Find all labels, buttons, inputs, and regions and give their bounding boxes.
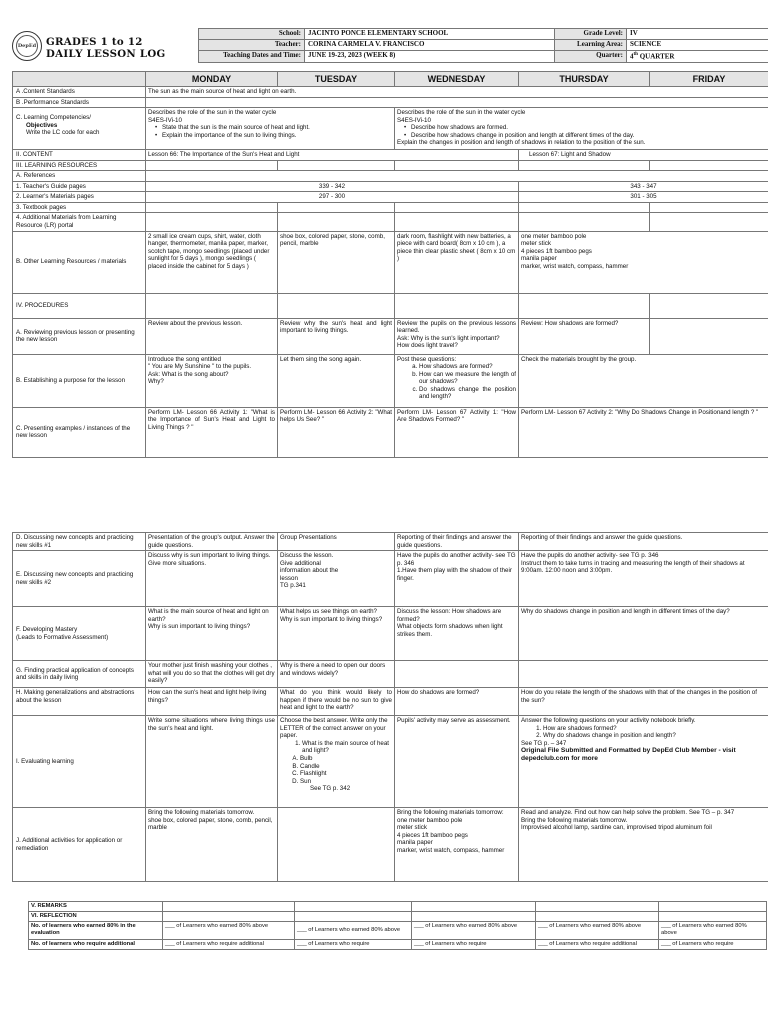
empty-cell xyxy=(650,160,768,171)
procedure-c-label: C. Presenting examples / instances of the new lesson xyxy=(13,407,146,457)
empty-cell xyxy=(146,202,278,213)
grade-value: IV xyxy=(627,29,768,40)
pb-mon-line-4: Why? xyxy=(148,378,164,386)
remarks-reflection-table xyxy=(28,901,767,950)
procedure-f-label-2: (Leads to Formative Assessment) xyxy=(16,633,109,641)
seal-text: DepEd xyxy=(17,42,37,49)
lesson-table-part-2 xyxy=(12,532,768,882)
empty-cell xyxy=(395,293,519,318)
lesson-table-part-1 xyxy=(12,71,768,458)
empty-cell xyxy=(278,160,395,171)
procedure-b-label: B. Establishing a purpose for the lesson xyxy=(13,354,146,407)
empty-cell xyxy=(650,318,768,354)
empty-cell xyxy=(395,661,519,688)
day-wednesday: WEDNESDAY xyxy=(395,72,519,87)
earned-80-fri: ___ of Learners who earned 80% above xyxy=(659,922,767,940)
earned-80-tue: ___ of Learners who earned 80% above xyxy=(295,922,412,940)
empty-cell xyxy=(536,902,659,912)
thu-material-5: marker, wrist watch, compass, hammer xyxy=(521,262,629,270)
day-thursday: THURSDAY xyxy=(519,72,650,87)
pb-mon-line-2: " You are My Sunshine " to the pupils. xyxy=(148,363,252,371)
pi-thu-instruction: Answer the following questions on your activity notebook briefly. xyxy=(521,717,696,725)
empty-cell xyxy=(519,293,650,318)
thu-material-1: one meter bamboo pole xyxy=(521,232,587,240)
procedure-e-thu: Have the pupils do another activity- see TG p. 346 Instruct them to take turns in tracing and measuring the length of their shadows at 9:00am. 12:00 noon and 3:00pm. xyxy=(519,551,768,607)
competency-right-bullet-2: • Describe how shadows change in position and length at different times of the day. xyxy=(411,132,766,140)
procedure-g-label: G. Finding practical application of concepts and skills in daily living xyxy=(13,661,146,688)
references-label: A. References xyxy=(13,171,146,182)
pi-tue-question-1: 1. What is the main source of heat and light? xyxy=(302,740,392,755)
dates-label: Teaching Dates and Time: xyxy=(199,51,305,63)
competencies-label-3: Write the LC code for each xyxy=(26,129,100,137)
content-left: Lesson 66: The Importance of the Sun's Heat and Light xyxy=(146,150,519,161)
procedure-f-label xyxy=(13,607,146,661)
empty-cell xyxy=(146,293,278,318)
performance-standards-text xyxy=(146,97,768,108)
procedure-f-label-1: F. Developing Mastery xyxy=(16,626,78,634)
day-friday: FRIDAY xyxy=(650,72,768,87)
procedure-j-thu: Read and analyze. Find out how can help solve the problem. See TG – p. 347 Bring the following materials tomorrow. Improvised alcohol lamp, sardine can, improvised tripod aluminum foil xyxy=(519,808,768,882)
procedure-c-tue: Perform LM- Lesson 66 Activity 2: "What helps Us See? " xyxy=(278,407,395,457)
procedure-a-tue: Review why the sun's heat and light important to living things. xyxy=(278,318,395,354)
procedure-i-mon: Write some situations where living things use the sun's heat and light. xyxy=(146,716,278,808)
procedure-h-label: H. Making generalizations and abstractions about the lesson xyxy=(13,688,146,716)
empty-cell xyxy=(650,293,768,318)
learners-materials-label: 2. Learner's Materials pages xyxy=(13,192,146,203)
procedure-c-mon: Perform LM- Lesson 66 Activity 1: "What is the Importance of Sun's Heat and Light to Living Things ? " xyxy=(146,407,278,457)
thu-material-2: meter stick xyxy=(521,240,551,248)
require-additional-thu: ___ of Learners who require additional xyxy=(536,940,659,950)
empty-cell xyxy=(659,912,767,922)
competency-left-code: S4ES-IVi-10 xyxy=(148,116,182,124)
info-table xyxy=(198,28,768,63)
procedure-e-mon: Discuss why is sun important to living things. Give more situations. xyxy=(146,551,278,607)
teachers-guide-label: 1. Teacher's Guide pages xyxy=(13,181,146,192)
pi-thu-question-2: 2. Why do shadows change in position and length? xyxy=(543,732,766,740)
empty-cell xyxy=(278,213,395,231)
procedure-h-mon: How can the sun's heat and light help living things? xyxy=(146,688,278,716)
empty-cell xyxy=(519,213,650,231)
pi-tue-choice-b: B. Candle xyxy=(300,763,392,771)
school-label: School: xyxy=(199,29,305,40)
empty-cell xyxy=(146,160,278,171)
pb-wed-intro: Post these questions: xyxy=(397,355,457,363)
require-additional-fri: ___ of Learners who require xyxy=(659,940,767,950)
procedure-j-label: J. Additional activities for application or remediation xyxy=(13,808,146,882)
procedure-h-wed: How do shadows are formed? xyxy=(395,688,519,716)
earned-80-label: No. of learners who earned 80% in the evaluation xyxy=(29,922,163,940)
earned-80-mon: ___ of Learners who earned 80% above xyxy=(163,922,295,940)
other-resources-mon: 2 small ice cream cups, shirt, water, cloth hanger, thermometer, manila paper, marker, scotch tape, mongo seedlings (placed under sunlight for 5 days ), mongo seedlings ( placed inside the cabinet for 5 days ) xyxy=(146,231,278,293)
require-additional-tue: ___ of Learners who require xyxy=(295,940,412,950)
empty-cell xyxy=(650,213,768,231)
empty-cell xyxy=(163,902,295,912)
teacher-value: CORINA CARMELA V. FRANCISCO xyxy=(305,40,555,51)
empty-cell xyxy=(146,171,768,182)
require-additional-label: No. of learners who require additional xyxy=(29,940,163,950)
lm-pages-right: 301 - 305 xyxy=(519,192,768,203)
thu-material-3: 4 pieces 1ft bamboo pegs xyxy=(521,247,592,255)
procedure-e-tue: Discuss the lesson. Give additional information about the lesson TG p.341 xyxy=(278,551,395,607)
day-monday: MONDAY xyxy=(146,72,278,87)
procedure-d-wed: Reporting of their findings and answer the guide questions. xyxy=(395,533,519,551)
empty-cell xyxy=(278,808,395,882)
other-resources-label: B. Other Learning Resources / materials xyxy=(13,231,146,293)
other-resources-thu xyxy=(519,231,768,293)
tg-pages-right: 343 - 347 xyxy=(519,181,768,192)
procedure-a-thu: Review: How shadows are formed? xyxy=(519,318,650,354)
deped-seal-icon xyxy=(12,31,42,61)
procedure-a-mon: Review about the previous lesson. xyxy=(146,318,278,354)
pb-wed-question-b: b. How can we measure the length of our shadows? xyxy=(419,371,516,386)
procedure-f-mon: What is the main source of heat and light on earth? Why is sun important to living things? xyxy=(146,607,278,661)
pi-tue-reference: See TG p. 342 xyxy=(310,785,351,793)
procedure-j-mon: Bring the following materials tomorrow. shoe box, colored paper, stone, comb, pencil, marble xyxy=(146,808,278,882)
competencies-mon-tue xyxy=(146,108,395,150)
procedure-b-mon xyxy=(146,354,278,407)
procedure-b-thu: Check the materials brought by the group. xyxy=(519,354,768,407)
procedures-label: IV. PROCEDURES xyxy=(13,293,146,318)
require-additional-mon: ___ of Learners who require additional xyxy=(163,940,295,950)
pb-wed-question-c: c. Do shadows change the position and length? xyxy=(419,386,516,401)
procedure-i-label: I. Evaluating learning xyxy=(13,716,146,808)
grade-label: Grade Level: xyxy=(555,29,627,40)
empty-cell xyxy=(295,902,412,912)
document-title xyxy=(46,37,166,60)
competency-right-code: S4ES-IVi-10 xyxy=(397,116,431,124)
procedure-d-thu: Reporting of their findings and answer the guide questions. xyxy=(519,533,768,551)
procedure-c-thu: Perform LM- Lesson 67 Activity 2: "Why Do Shadows Change in Positionand length ? " xyxy=(519,407,768,457)
content-standards-text: The sun as the main source of heat and light on earth. xyxy=(146,86,768,97)
pi-tue-choice-a: A. Bulb xyxy=(300,755,392,763)
procedure-i-wed: Pupils' activity may serve as assessment. xyxy=(395,716,519,808)
procedure-f-thu: Why do shadows change in position and length in different times of the day? xyxy=(519,607,768,661)
empty-cell xyxy=(395,160,519,171)
quarter-value xyxy=(627,51,768,63)
quarter-number: 4 xyxy=(630,52,634,61)
content-label: II. CONTENT xyxy=(13,150,146,161)
pi-tue-choice-d: D. Sun xyxy=(300,778,392,786)
remarks-label: V. REMARKS xyxy=(29,902,163,912)
procedure-g-mon: Your mother just finish washing your clothes , what will you do so that the clothes will get dry easily? xyxy=(146,661,278,688)
procedure-f-wed: Discuss the lesson: How shadows are formed? What objects form shadows when light strikes them. xyxy=(395,607,519,661)
procedure-d-label: D. Discussing new concepts and practicing new skills #1 xyxy=(13,533,146,551)
earned-80-thu: ___ of Learners who earned 80% above xyxy=(536,922,659,940)
empty-cell xyxy=(519,661,768,688)
corner-cell xyxy=(13,72,146,87)
content-right: Lesson 67: Light and Shadow xyxy=(519,150,768,161)
require-additional-wed: ___ of Learners who require xyxy=(412,940,536,950)
area-label: Learning Area: xyxy=(555,40,627,51)
title-line-2: DAILY LESSON LOG xyxy=(46,47,166,60)
tg-pages-left: 339 - 342 xyxy=(146,181,519,192)
competencies-label xyxy=(13,108,146,150)
procedure-h-tue: What do you think would likely to happen if there would be no sun to give heat and light to the earth? xyxy=(278,688,395,716)
competency-right-bullet-1: • Describe how shadows are formed. xyxy=(411,124,766,132)
textbook-label: 3. Textbook pages xyxy=(13,202,146,213)
empty-cell xyxy=(146,213,278,231)
empty-cell xyxy=(519,160,650,171)
other-resources-wed: dark room, flashlight with new batteries, a piece with card board( 8cm x 10 cm ), a piece thin clear plastic sheet ( 8cm x 10 cm ) xyxy=(395,231,519,293)
pb-wed-question-a: a. How shadows are formed? xyxy=(419,363,516,371)
procedure-h-thu: How do you relate the length of the shadows with that of the changes in the position of the sun? xyxy=(519,688,768,716)
procedure-a-wed: Review the pupils on the previous lessons learned. Ask: Why is the sun's light important? How does light travel? xyxy=(395,318,519,354)
day-tuesday: TUESDAY xyxy=(278,72,395,87)
procedure-d-mon: Presentation of the group's output. Answer the guide questions. xyxy=(146,533,278,551)
pi-thu-question-1: 1. How are shadows formed? xyxy=(543,725,766,733)
depedclub-note: Original File Submitted and Formatted by DepEd Club Member - visit depedclub.com for more xyxy=(521,747,736,763)
quarter-word: QUARTER xyxy=(639,52,675,61)
pi-thu-reference: See TG p. – 347 xyxy=(521,739,567,747)
empty-cell xyxy=(295,912,412,922)
quarter-label: Quarter: xyxy=(555,51,627,63)
empty-cell xyxy=(412,902,536,912)
dates-value: JUNE 19-23, 2023 (WEEK 8) xyxy=(305,51,555,63)
teacher-label: Teacher: xyxy=(199,40,305,51)
empty-cell xyxy=(519,202,650,213)
empty-cell xyxy=(163,912,295,922)
empty-cell xyxy=(412,912,536,922)
empty-cell xyxy=(650,202,768,213)
empty-cell xyxy=(395,202,519,213)
procedure-c-wed: Perform LM- Lesson 67 Activity 1: "How Are Shadows Formed? " xyxy=(395,407,519,457)
procedure-i-thu xyxy=(519,716,768,808)
school-value: JACINTO PONCE ELEMENTARY SCHOOL xyxy=(305,29,555,40)
quarter-suffix: th xyxy=(633,52,638,57)
thu-material-4: manila paper xyxy=(521,255,557,263)
procedure-d-tue: Group Presentations xyxy=(278,533,395,551)
procedure-b-tue: Let them sing the song again. xyxy=(278,354,395,407)
competencies-label-1: C. Learning Competencies/ xyxy=(16,114,91,122)
competencies-wed-fri xyxy=(395,108,768,150)
other-resources-tue: shoe box, colored paper, stone, comb, pencil, marble xyxy=(278,231,395,293)
empty-cell xyxy=(659,902,767,912)
procedure-j-wed: Bring the following materials tomorrow: one meter bamboo pole meter stick 4 pieces 1ft bamboo pegs manila paper marker, wrist watch, compass, hammer xyxy=(395,808,519,882)
lr-portal-label: 4. Additional Materials from Learning Resource (LR) portal xyxy=(13,213,146,231)
procedure-b-wed xyxy=(395,354,519,407)
competency-left-bullet-1: • State that the sun is the main source of heat and light. xyxy=(162,124,392,132)
content-standards-label: A .Content Standards xyxy=(13,86,146,97)
empty-cell xyxy=(278,202,395,213)
competency-right-line-3: Explain the changes in position and length of shadows in relation to the position of the sun. xyxy=(397,139,646,147)
procedure-f-tue: What helps us see things on earth? Why is sun important to living things? xyxy=(278,607,395,661)
procedure-e-label: E. Discussing new concepts and practicing new skills #2 xyxy=(13,551,146,607)
empty-cell xyxy=(278,293,395,318)
pb-mon-line-1: Introduce the song entitled xyxy=(148,355,221,363)
empty-cell xyxy=(536,912,659,922)
procedure-a-label: A. Reviewing previous lesson or presenting the new lesson xyxy=(13,318,146,354)
learning-resources-label: III. LEARNING RESOURCES xyxy=(13,160,146,171)
competency-left-bullet-2: • Explain the importance of the sun to living things. xyxy=(162,132,392,140)
reflection-label: VI. REFLECTION xyxy=(29,912,163,922)
lm-pages-left: 297 - 300 xyxy=(146,192,519,203)
procedure-e-wed: Have the pupils do another activity- see TG p. 346 1.Have them play with the shadow of their finger. xyxy=(395,551,519,607)
empty-cell xyxy=(395,213,519,231)
pi-tue-choice-c: C. Flashlight xyxy=(300,770,392,778)
competencies-label-2: Objectives xyxy=(26,121,58,129)
earned-80-wed: ___ of Learners who earned 80% above xyxy=(412,922,536,940)
competency-left-line-1: Describes the role of the sun in the water cycle xyxy=(148,109,277,117)
competency-right-line-1: Describes the role of the sun in the water cycle xyxy=(397,109,526,117)
procedure-i-tue xyxy=(278,716,395,808)
performance-standards-label: B .Performance Standards xyxy=(13,97,146,108)
pi-tue-instruction: Choose the best answer. Write only the LETTER of the correct answer on your paper. xyxy=(280,717,388,740)
area-value: SCIENCE xyxy=(627,40,768,51)
procedure-g-tue: Why is there a need to open our doors and windows widely? xyxy=(278,661,395,688)
pb-mon-line-3: Ask: What is the song about? xyxy=(148,370,229,378)
title-line-1: GRADES 1 to 12 xyxy=(46,36,143,48)
